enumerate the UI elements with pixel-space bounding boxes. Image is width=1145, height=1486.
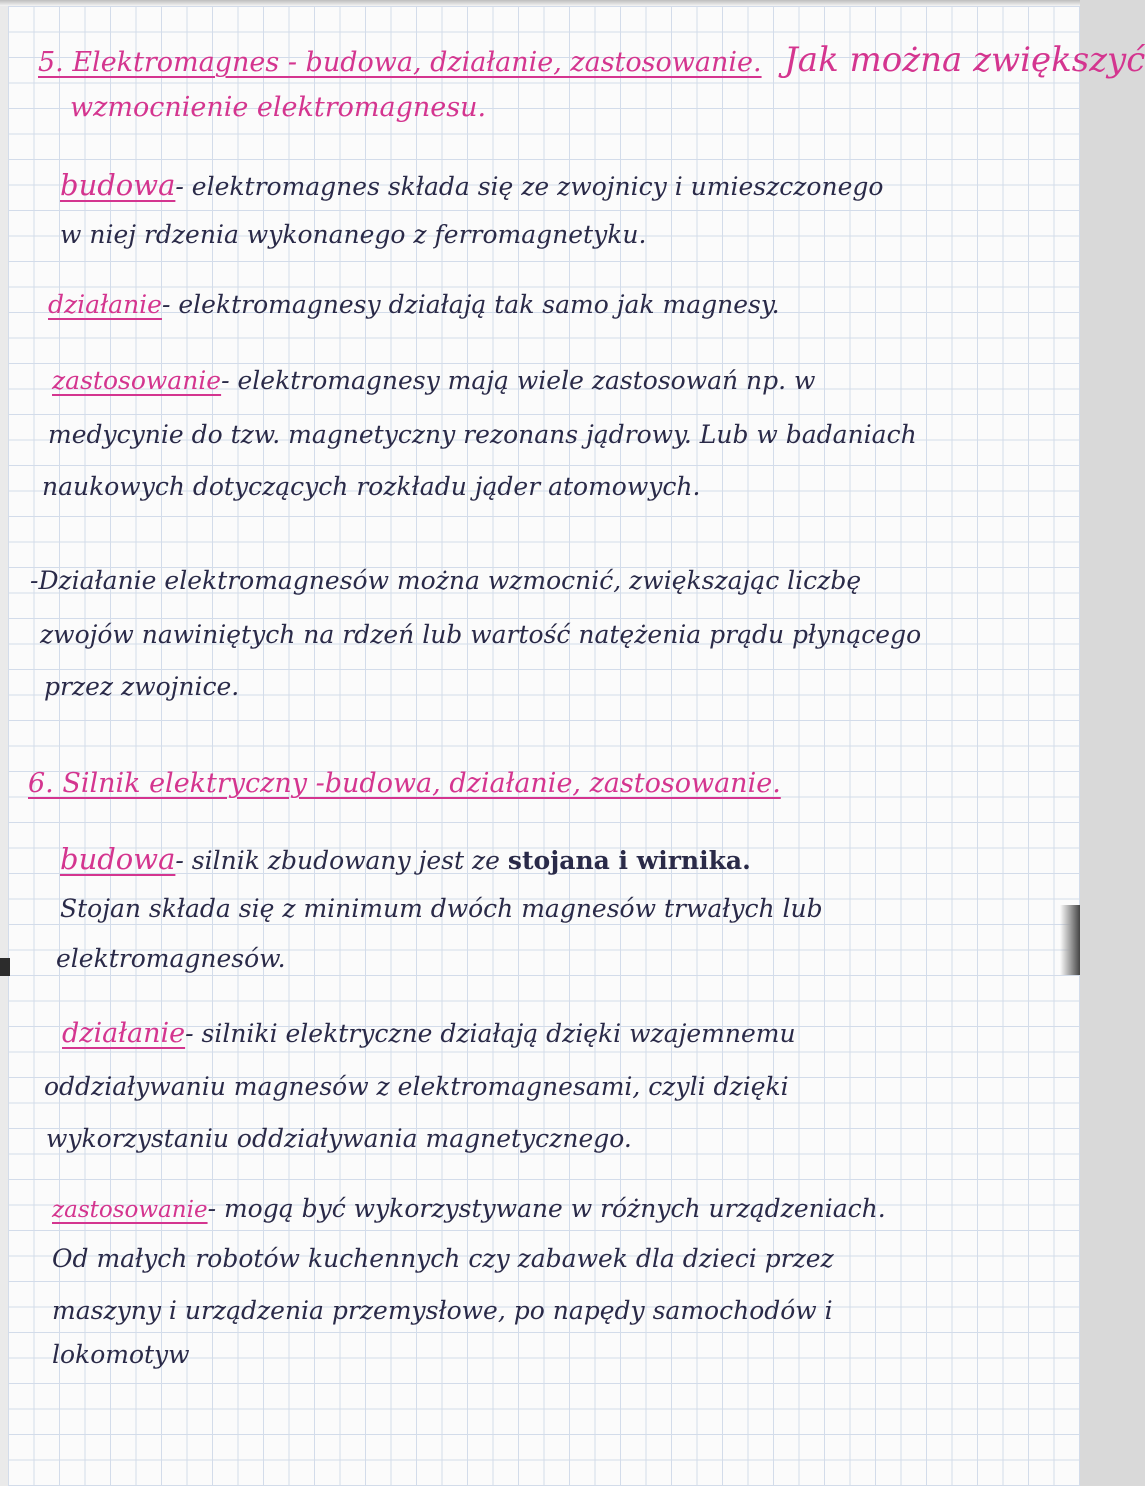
section-5-budowa-line-1 xyxy=(60,168,883,203)
section-5-dzialanie-text: - elektromagnesy działają tak samo jak magnesy. xyxy=(161,290,780,319)
section-5-budowa-label: budowa xyxy=(60,168,176,202)
section-5-dzialanie-line xyxy=(48,290,780,320)
section-5-zastosowanie-line-1 xyxy=(52,366,815,396)
section-5-zastosowanie-line-3: naukowych dotyczących rozkładu jąder atomowych. xyxy=(42,472,701,501)
section-6-zastosowanie-line-2: Od małych robotów kuchennych czy zabawek dla dzieci przez xyxy=(52,1244,834,1273)
section-5-budowa-line-2: w niej rdzenia wykonanego z ferromagnetyku. xyxy=(60,220,647,249)
section-6-zastosowanie-line-4: lokomotyw xyxy=(52,1340,190,1369)
section-5-wzmocnienie-line-1: -Działanie elektromagnesów można wzmocnić, zwiększając liczbę xyxy=(30,566,862,595)
section-6-budowa-text-1: - silnik zbudowany jest ze xyxy=(175,846,500,875)
section-5-wzmocnienie-line-2: zwojów nawiniętych na rdzeń lub wartość natężenia prądu płynącego xyxy=(40,620,922,649)
section-6-dzialanie-label: działanie xyxy=(62,1018,186,1049)
section-5-dzialanie-label: działanie xyxy=(48,290,162,319)
section-6-budowa-emphasis: stojana i wirnika. xyxy=(507,846,751,875)
section-6-dzialanie-text-1: - silniki elektryczne działają dzięki wzajemnemu xyxy=(185,1019,796,1048)
section-6-budowa-line-1 xyxy=(60,842,751,877)
section-5-wzmocnienie-line-3: przez zwojnice. xyxy=(44,672,240,701)
section-5-title-question: Jak można zwiększyć xyxy=(784,40,1145,80)
scan-mark-right xyxy=(1060,905,1080,975)
section-6-title: 6. Silnik elektryczny -budowa, działanie, zastosowanie. xyxy=(28,768,781,799)
page-margin xyxy=(0,0,8,1486)
section-6-zastosowanie-line-3: maszyny i urządzenia przemysłowe, po napędy samochodów i xyxy=(52,1296,833,1325)
section-5-title-line-2: wzmocnienie elektromagnesu. xyxy=(70,92,487,123)
section-6-zastosowanie-line-1 xyxy=(52,1194,886,1225)
scan-edge-top xyxy=(0,0,1080,6)
section-6-dzialanie-line-2: oddziaływaniu magnesów z elektromagnesami, czyli dzięki xyxy=(44,1072,789,1101)
section-6-budowa-label: budowa xyxy=(60,842,176,876)
section-5-zastosowanie-text-1: - elektromagnesy mają wiele zastosowań np. w xyxy=(221,366,816,395)
section-6-zastosowanie-label: zastosowanie xyxy=(52,1197,208,1223)
section-5-title xyxy=(38,40,1145,81)
section-5-title-main: 5. Elektromagnes - budowa, działanie, zastosowanie. xyxy=(38,47,762,78)
scan-mark-left xyxy=(0,958,10,976)
section-5-budowa-text-1: - elektromagnes składa się ze zwojnicy i umieszczonego xyxy=(175,172,884,201)
section-6-zastosowanie-text-1: - mogą być wykorzystywane w różnych urządzeniach. xyxy=(207,1194,886,1223)
section-5-zastosowanie-line-2: medycynie do tzw. magnetyczny rezonans jądrowy. Lub w badaniach xyxy=(48,420,917,449)
section-6-dzialanie-line-1 xyxy=(62,1018,796,1050)
section-5-zastosowanie-label: zastosowanie xyxy=(52,366,222,395)
section-6-dzialanie-line-3: wykorzystaniu oddziaływania magnetycznego. xyxy=(46,1124,632,1153)
section-6-budowa-line-2: Stojan składa się z minimum dwóch magnesów trwałych lub xyxy=(60,894,823,923)
section-6-budowa-line-3: elektromagnesów. xyxy=(56,944,286,973)
